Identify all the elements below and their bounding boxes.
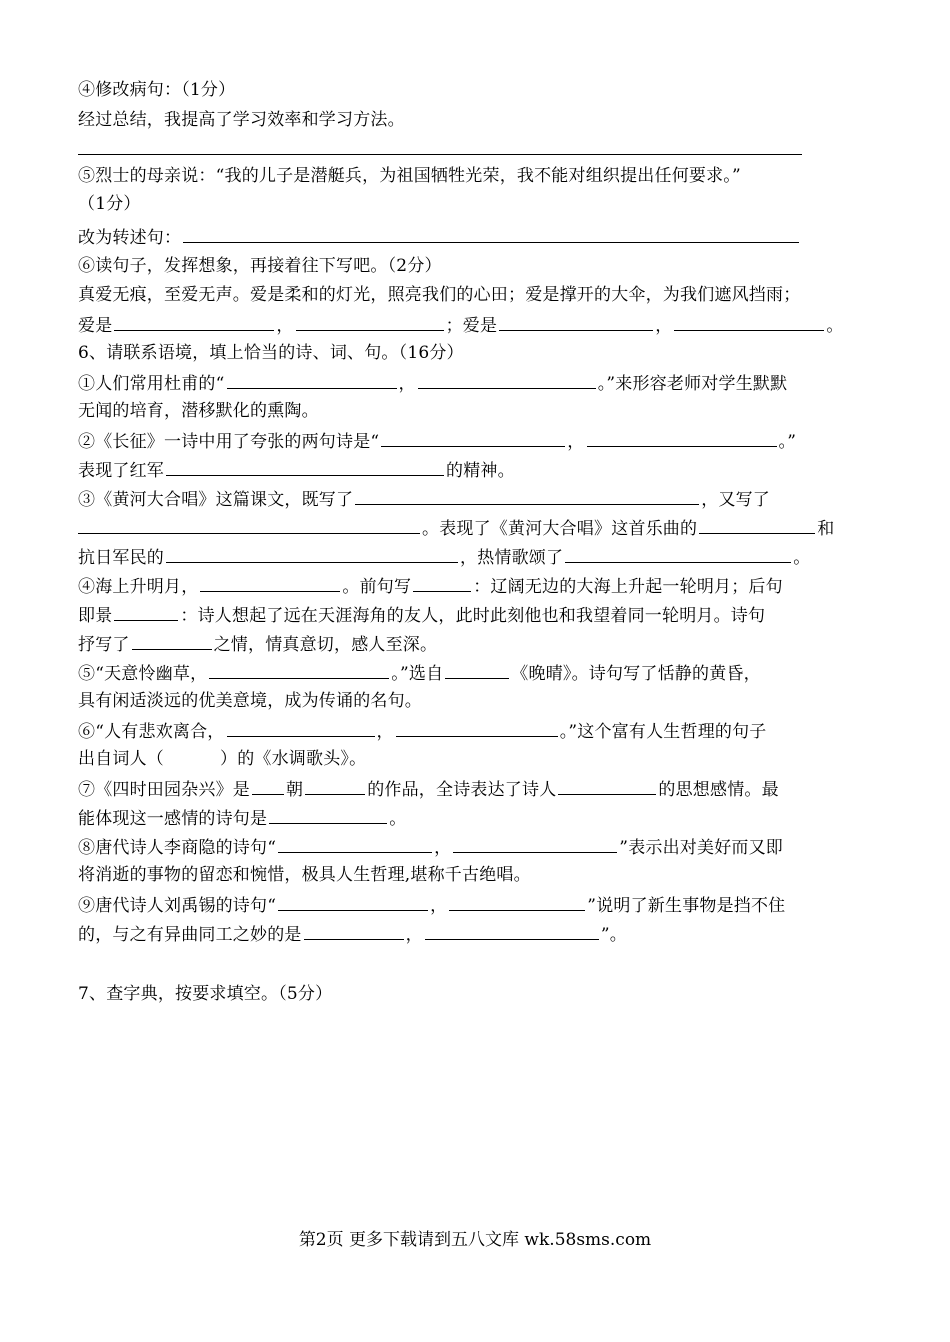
q6-text: ， <box>655 316 673 336</box>
q6-text: 。 <box>826 316 844 336</box>
s6-blank[interactable] <box>699 515 815 534</box>
s6-text: ⑤“天意怜幽草， <box>78 664 208 684</box>
s6-blank[interactable] <box>381 428 565 447</box>
q6-title: ⑥读句子，发挥想象，再接着往下写吧。（2分） <box>78 256 442 276</box>
s6-blank[interactable] <box>587 428 777 447</box>
s6-text: 的精神。 <box>446 461 515 481</box>
s6-blank[interactable] <box>166 457 444 476</box>
s6-text: 。” <box>778 432 797 452</box>
s6-text: 朝 <box>286 780 304 800</box>
s6-blank[interactable] <box>396 718 558 737</box>
s6-blank[interactable] <box>278 834 432 853</box>
s6-text: 。”选自 <box>391 664 444 684</box>
q5-line1: ⑤烈士的母亲说：“我的儿子是潜艇兵，为祖国牺牲光荣，我不能对组织提出任何要求。” <box>78 166 741 186</box>
s6-blank[interactable] <box>78 515 420 534</box>
s6-text: 。前句写 <box>342 577 412 597</box>
s6-item7-row1 <box>78 776 779 800</box>
s6-blank[interactable] <box>132 631 212 650</box>
s6-text: ， <box>405 925 423 945</box>
s6-blank[interactable] <box>453 834 617 853</box>
s6-text: 。表现了《黄河大合唱》这首乐曲的 <box>422 519 698 539</box>
s6-text: ， <box>434 838 452 858</box>
s6-item2-row1 <box>78 428 796 452</box>
s6-text: ，热情歌颂了 <box>460 548 564 568</box>
s6-text: 能体现这一感情的诗句是 <box>78 809 268 829</box>
q6-text: ， <box>276 316 294 336</box>
s6-text: ：诗人想起了远在天涯海角的友人，此时此刻他也和我望着同一轮明月。诗句 <box>180 606 766 626</box>
s6-text: ③《黄河大合唱》这篇课文，既写了 <box>78 490 354 510</box>
s6-blank[interactable] <box>227 370 397 389</box>
s6-blank[interactable] <box>565 544 791 563</box>
s6-item7-row2 <box>78 805 406 829</box>
s6-text: ）的《水调歌头》。 <box>220 749 367 769</box>
s6-blank[interactable] <box>418 370 596 389</box>
s6-text: 。 <box>389 809 407 829</box>
s6-blank[interactable] <box>425 921 599 940</box>
s6-text: ， <box>398 374 416 394</box>
s6-item5-row2: 具有闲适淡远的优美意境，成为传诵的名句。 <box>78 691 422 711</box>
s6-text: 之情，情真意切，感人至深。 <box>213 635 438 655</box>
s6-text: 抗日军民的 <box>78 548 164 568</box>
q6-blank-4[interactable] <box>674 312 824 331</box>
s6-blank[interactable] <box>445 660 509 679</box>
s6-item1-row1 <box>78 370 787 394</box>
s6-text: ，又写了 <box>701 490 771 510</box>
s6-blank[interactable] <box>558 776 656 795</box>
s6-text: ”说明了新生事物是挡不住 <box>587 896 786 916</box>
s6-text: 的作品，全诗表达了诗人 <box>367 780 557 800</box>
s6-text: ⑥“人有悲欢离合， <box>78 722 225 742</box>
s6-text: 。 <box>793 548 811 568</box>
s6-text: ”。 <box>600 925 627 945</box>
s6-blank[interactable] <box>114 602 178 621</box>
s6-blank[interactable] <box>355 486 699 505</box>
s6-item6-row1 <box>78 718 767 742</box>
q4-sentence: 经过总结，我提高了学习效率和学习方法。 <box>78 110 405 130</box>
s6-text: 表现了红军 <box>78 461 164 481</box>
page-footer: 第2页 更多下载请到五八文库 wk.58sms.com <box>298 1230 652 1250</box>
section6-title: 6、请联系语境，填上恰当的诗、词、句。（16分） <box>78 343 464 363</box>
q6-blank-2[interactable] <box>296 312 444 331</box>
s6-blank[interactable] <box>304 921 404 940</box>
s6-text: ⑨唐代诗人刘禹锡的诗句“ <box>78 896 277 916</box>
s6-text: 即景 <box>78 606 113 626</box>
s6-blank[interactable] <box>305 776 365 795</box>
s6-text: ⑦《四时田园杂兴》是 <box>78 780 250 800</box>
s6-item8-row2: 将消逝的事物的留恋和惋惜，极具人生哲理,堪称千古绝唱。 <box>78 865 531 885</box>
s6-blank[interactable] <box>166 544 458 563</box>
s6-item3-row1 <box>78 486 770 510</box>
s6-text: 。”来形容老师对学生默默 <box>597 374 788 394</box>
s6-blank[interactable] <box>200 573 340 592</box>
s6-text: 。”这个富有人生哲理的句子 <box>559 722 767 742</box>
s6-item4-row3 <box>78 631 437 655</box>
q5-answer-blank[interactable] <box>183 224 799 243</box>
s6-item3-row3 <box>78 544 810 568</box>
s6-text: ①人们常用杜甫的“ <box>78 374 225 394</box>
s6-item4-row1 <box>78 573 783 597</box>
q6-blank-3[interactable] <box>499 312 653 331</box>
s6-text: 的，与之有异曲同工之妙的是 <box>78 925 302 945</box>
s6-item9-row1 <box>78 892 785 916</box>
section7-title: 7、查字典，按要求填空。（5分） <box>78 984 333 1004</box>
s6-item4-row2 <box>78 602 765 626</box>
s6-blank[interactable] <box>252 776 284 795</box>
s6-text: ， <box>567 432 585 452</box>
q6-blank-1[interactable] <box>114 312 274 331</box>
s6-item3-row2 <box>78 515 834 539</box>
s6-blank[interactable] <box>278 892 428 911</box>
q6-text: ；爱是 <box>445 316 498 336</box>
s6-item6-row2 <box>78 747 366 771</box>
s6-item2-row2 <box>78 457 515 481</box>
s6-blank[interactable] <box>269 805 387 824</box>
s6-text: ④海上升明月， <box>78 577 199 597</box>
s6-text: ：辽阔无边的大海上升起一轮明月；后句 <box>473 577 783 597</box>
q6-fill-row <box>78 312 844 336</box>
s6-text: 和 <box>817 519 835 539</box>
s6-text: ②《长征》一诗中用了夸张的两句诗是“ <box>78 432 380 452</box>
s6-text: ⑧唐代诗人李商隐的诗句“ <box>78 838 277 858</box>
s6-blank[interactable] <box>227 718 375 737</box>
s6-item5-row1 <box>78 660 761 684</box>
s6-text: 《晚晴》。诗句写了恬静的黄昏， <box>511 664 761 684</box>
s6-item1-row2: 无闻的培育，潜移默化的熏陶。 <box>78 401 319 421</box>
s6-text: 抒写了 <box>78 635 130 655</box>
s6-item8-row1 <box>78 834 783 858</box>
q4-answer-line[interactable] <box>78 154 802 155</box>
s6-text: 出自词人（ <box>78 749 164 769</box>
q5-answer-row <box>78 224 801 248</box>
q6-text: 爱是 <box>78 316 113 336</box>
q5-line2: （1分） <box>78 194 141 214</box>
s6-blank[interactable] <box>209 660 389 679</box>
s6-item9-row2 <box>78 921 627 945</box>
s6-text: ”表示出对美好而又即 <box>619 838 783 858</box>
s6-blank[interactable] <box>449 892 585 911</box>
q4-title: ④修改病句：（1分） <box>78 80 236 100</box>
s6-text: ， <box>430 896 448 916</box>
s6-text: 的思想感情。最 <box>658 780 779 800</box>
q6-line1: 真爱无痕，至爱无声。爱是柔和的灯光，照亮我们的心田；爱是撑开的大伞，为我们遮风挡雨； <box>78 285 801 305</box>
s6-blank[interactable] <box>413 573 471 592</box>
q5-label: 改为转述句： <box>78 228 182 248</box>
s6-text: ， <box>376 722 394 742</box>
